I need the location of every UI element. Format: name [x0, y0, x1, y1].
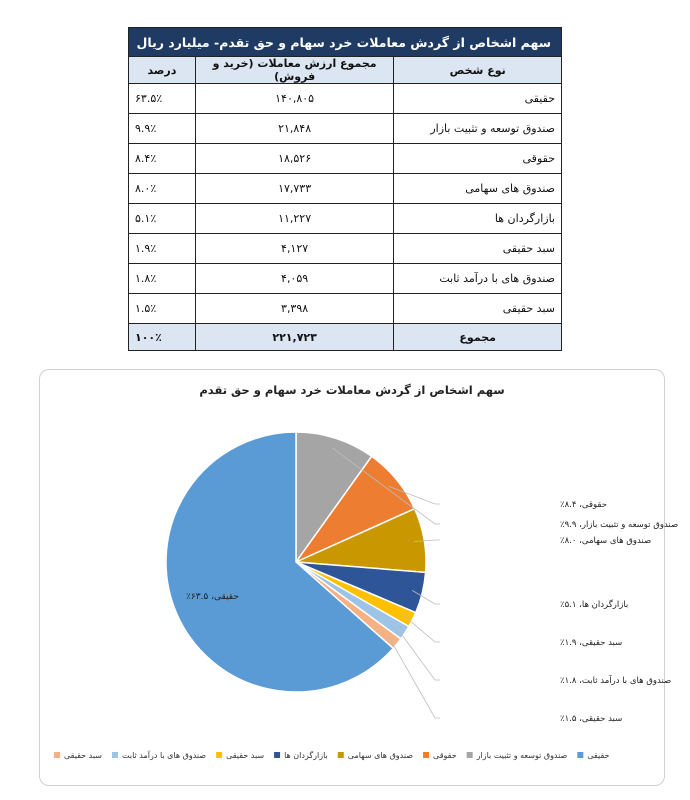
chart-title: سهم اشخاص از گردش معاملات خرد سهام و حق تقدم	[199, 383, 505, 397]
slice-data-label: بازارگردان ها، ۵.۱٪	[560, 600, 629, 610]
pie-chart	[40, 370, 679, 785]
slice-data-label: حقیقی، ۶۳.۵٪	[186, 592, 239, 603]
slice-data-label: صندوق های سهامی، ۸.۰٪	[560, 536, 652, 546]
table-row	[129, 84, 562, 114]
row-type: سبد حقیقی	[394, 234, 562, 264]
legend-swatch	[423, 752, 429, 758]
row-type: صندوق های با درآمد ثابت	[394, 264, 562, 294]
summary-table	[128, 27, 562, 351]
legend-swatch	[467, 752, 473, 758]
slice-data-label: سبد حقیقی، ۱.۵٪	[560, 714, 623, 724]
pie-chart-panel	[39, 369, 679, 786]
row-value: ۱۸,۵۲۶	[195, 144, 394, 174]
row-value: ۳,۳۹۸	[195, 294, 394, 324]
row-percent: ۸.۴٪	[129, 144, 196, 174]
chart-legend	[54, 750, 610, 760]
table-header-row	[129, 57, 562, 84]
header-value: مجموع ارزش معاملات (خرید و فروش)	[195, 57, 394, 84]
table-row	[129, 144, 562, 174]
row-type: سبد حقیقی	[394, 294, 562, 324]
table-row	[129, 114, 562, 144]
row-type: بازارگردان ها	[394, 204, 562, 234]
slice-data-label: حقوقی، ۸.۴٪	[560, 500, 607, 510]
legend-label: صندوق توسعه و تثبیت بازار	[476, 751, 568, 760]
table-total-row	[129, 324, 562, 351]
row-value: ۲۱,۸۴۸	[195, 114, 394, 144]
row-type: حقیقی	[394, 84, 562, 114]
header-percent: درصد	[129, 57, 196, 84]
row-percent: ۶۳.۵٪	[129, 84, 196, 114]
table-title-row	[129, 28, 562, 57]
slice-data-label: صندوق های با درآمد ثابت، ۱.۸٪	[560, 676, 672, 686]
row-type: حقوقی	[394, 144, 562, 174]
pie-slices	[166, 432, 426, 692]
slice-data-label: سبد حقیقی، ۱.۹٪	[560, 638, 623, 648]
table-title: سهم اشخاص از گردش معاملات خرد سهام و حق تقدم- میلیارد ریال	[129, 28, 562, 57]
legend-swatch	[338, 752, 344, 758]
legend-label: سبد حقیقی	[226, 751, 265, 760]
row-value: ۱۴۰,۸۰۵	[195, 84, 394, 114]
row-percent: ۸.۰٪	[129, 174, 196, 204]
legend-label: حقوقی	[433, 751, 457, 760]
table-row	[129, 294, 562, 324]
total-percent: ۱۰۰٪	[129, 324, 196, 351]
row-type: صندوق توسعه و تثبیت بازار	[394, 114, 562, 144]
leader-line	[389, 637, 440, 718]
table-row	[129, 174, 562, 204]
slice-data-label: صندوق توسعه و تثبیت بازار، ۹.۹٪	[560, 520, 679, 530]
total-value: ۲۲۱,۷۲۳	[195, 324, 394, 351]
row-percent: ۱.۵٪	[129, 294, 196, 324]
legend-label: صندوق های سهامی	[347, 751, 414, 760]
legend-label: بازارگردان ها	[284, 751, 328, 760]
row-percent: ۱.۸٪	[129, 264, 196, 294]
summary-table-container	[128, 27, 562, 351]
row-value: ۴,۱۲۷	[195, 234, 394, 264]
row-value: ۴,۰۵۹	[195, 264, 394, 294]
table-row	[129, 204, 562, 234]
row-percent: ۱.۹٪	[129, 234, 196, 264]
legend-swatch	[274, 752, 280, 758]
legend-label: سبد حقیقی	[64, 751, 102, 760]
legend-swatch	[54, 752, 60, 758]
header-type: نوع شخص	[394, 57, 562, 84]
row-percent: ۹.۹٪	[129, 114, 196, 144]
row-value: ۱۷,۷۳۳	[195, 174, 394, 204]
row-type: صندوق های سهامی	[394, 174, 562, 204]
row-percent: ۵.۱٪	[129, 204, 196, 234]
legend-swatch	[112, 752, 118, 758]
table-row	[129, 264, 562, 294]
table-row	[129, 234, 562, 264]
legend-label: صندوق های با درآمد ثابت	[121, 751, 207, 760]
legend-label: حقیقی	[587, 751, 610, 760]
total-type: مجموع	[394, 324, 562, 351]
row-value: ۱۱,۲۲۷	[195, 204, 394, 234]
legend-swatch	[577, 752, 583, 758]
legend-swatch	[216, 752, 222, 758]
